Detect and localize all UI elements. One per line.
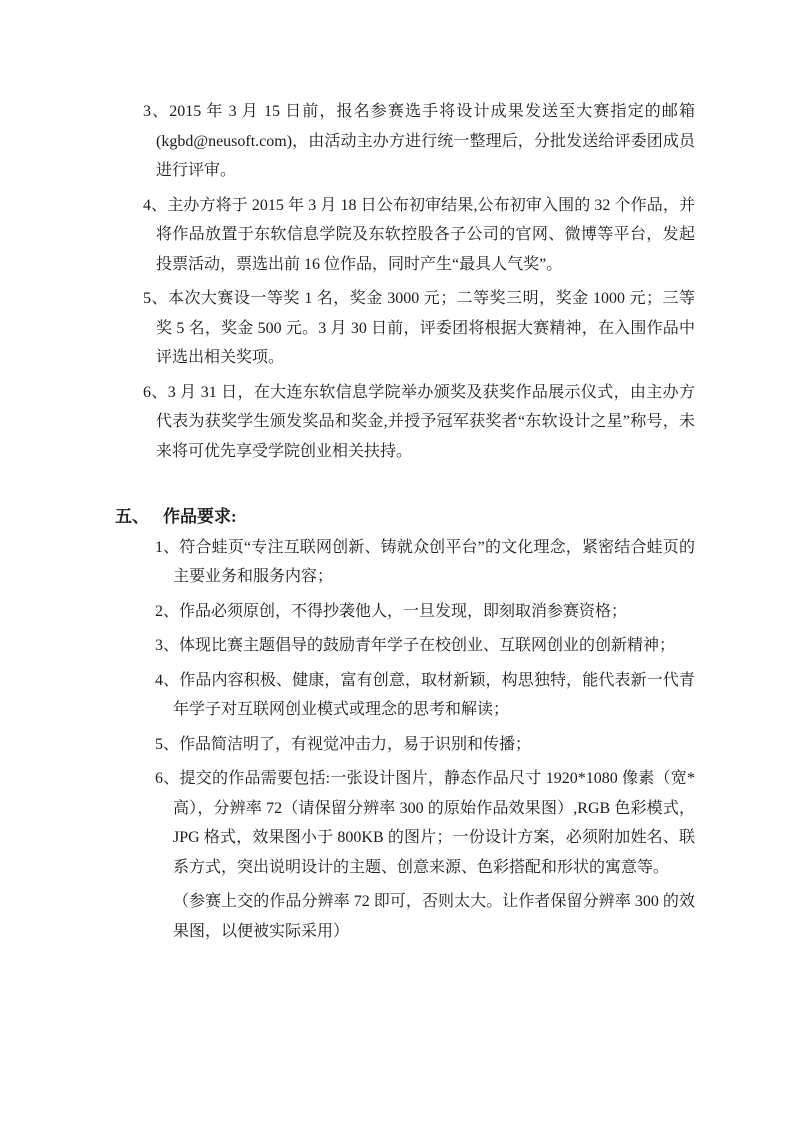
item-text: 2015 年 3 月 15 日前，报名参赛选手将设计成果发送至大赛指定的邮箱 (kgbd@neusoft.com)，由活动主办方进行统一整理后，分批发送给评委团成员进行评审。 [156, 103, 695, 179]
item-number: 3、 [155, 637, 180, 654]
item-text: 作品必须原创，不得抄袭他人，一旦发现，即刻取消参赛资格； [179, 602, 628, 620]
item-number: 6、 [143, 383, 168, 401]
list-item [155, 764, 695, 882]
item-number: 4、 [155, 671, 180, 689]
item-text: 3 月 31 日，在大连东软信息学院举办颁奖及获奖作品展示仪式，由主办方代表为获奖学生颁发奖品和奖金,并授予冠军获奖者“东软设计之星”称号，未来将可优先享受学院创业相关扶持。 [156, 383, 695, 460]
item-number: 3、 [143, 103, 170, 120]
item-text: 作品简洁明了，有视觉冲击力，易于识别和传播； [179, 735, 532, 753]
item-text: 主办方将于 2015 年 3 月 18 日公布初审结果,公布初审入围的 32 个作品，并将作品放置于东软信息学院及东软控股各子公司的官网、微博等平台，发起投票活动，票选出前 16 位作品，同时产生“最具人气奖”。 [156, 196, 695, 273]
item-number: 1、 [155, 538, 180, 556]
section-title: 作品要求: [163, 507, 237, 526]
item-text: 提交的作品需要包括:一张设计图片，静态作品尺寸 1920*1080 像素（宽*高），分辨率 72（请保留分辨率 300 的原始作品效果图）,RGB 色彩模式，JPG 格式，效果图小于 800KB 的图片；一份设计方案，必须附加姓名、联系方式，突出说明设计的主题、创意来源、色彩搭配和形状的寓意等。 [173, 770, 695, 876]
item-number: 2、 [155, 602, 180, 620]
list-item [143, 191, 695, 280]
section-heading [115, 502, 800, 532]
list-item [143, 378, 695, 467]
item-number: 6、 [155, 770, 180, 787]
section-number: 五、 [115, 507, 149, 526]
list-item [143, 97, 695, 186]
item-number: 4、 [143, 196, 168, 214]
note-paragraph: （参赛上交的作品分辨率 72 即可，否则太大。让作者保留分辨率 300 的效果图，以便被实际采用） [173, 893, 695, 940]
list-item [155, 631, 695, 661]
requirements-list [155, 533, 695, 947]
list-item [143, 284, 695, 373]
item-text: 本次大赛设一等奖 1 名，奖金 3000 元；二等奖三明，奖金 1000 元；三等奖 5 名，奖金 500 元。3 月 30 日前，评委团将根据大赛精神，在入围作品中评选出相关奖项。 [156, 290, 695, 366]
item-text: 作品内容积极、健康，富有创意，取材新颖，构思独特，能代表新一代青年学子对互联网创业模式或理念的思考和解读； [173, 671, 695, 718]
schedule-list [143, 97, 695, 466]
list-item [155, 533, 695, 592]
item-number: 5、 [155, 735, 180, 753]
item-text: 符合蛙页“专注互联网创新、铸就众创平台”的文化理念，紧密结合蛙页的主要业务和服务内容； [173, 538, 695, 585]
list-item [155, 730, 695, 760]
document-content [0, 97, 800, 946]
item-number: 5、 [143, 290, 168, 307]
item-text: 体现比赛主题倡导的鼓励青年学子在校创业、互联网创业的创新精神； [179, 637, 676, 654]
list-item [155, 666, 695, 725]
list-item [155, 597, 695, 627]
